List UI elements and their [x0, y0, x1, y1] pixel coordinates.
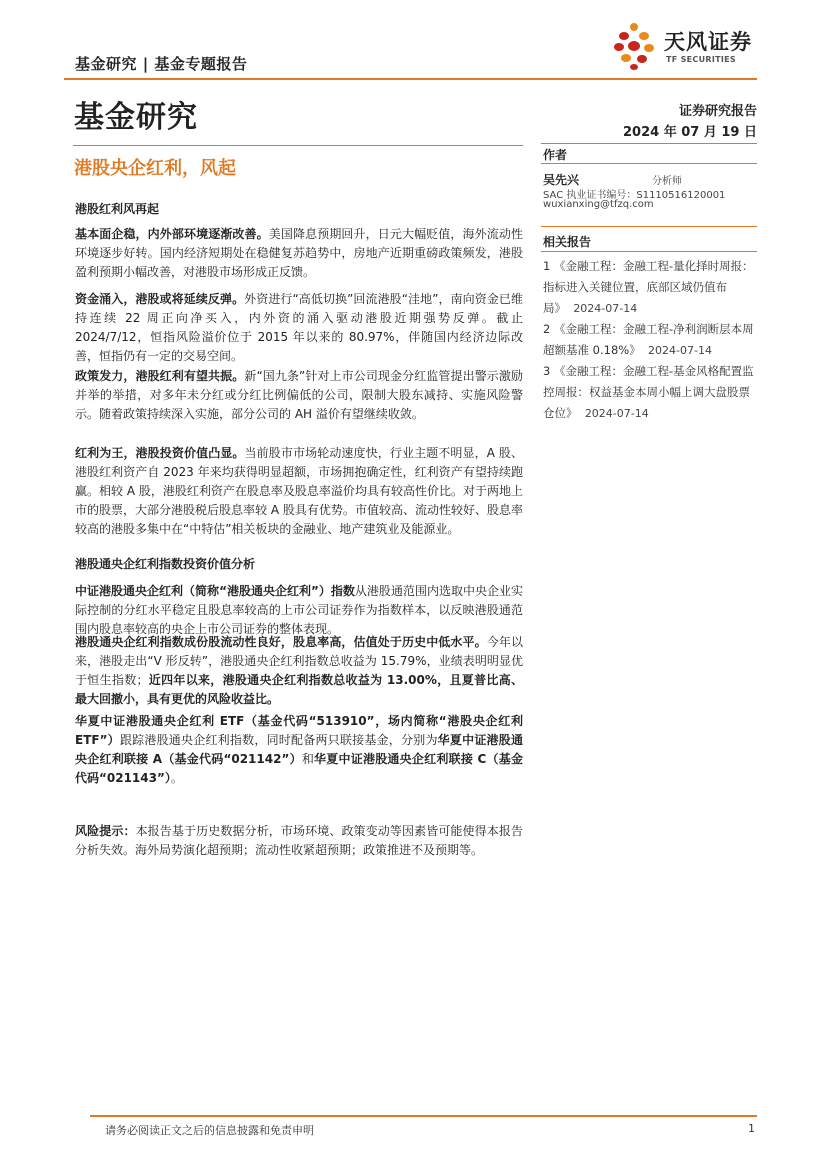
section-heading-1: 港股红利风再起: [75, 202, 160, 216]
logo-text-en: TF SECURITIES: [666, 55, 736, 64]
related-divider-top: [541, 226, 757, 227]
paragraph-lead: 资金涌入，港股或将延续反弹。: [75, 292, 245, 306]
company-logo: [612, 22, 760, 70]
paragraph-text: 从港股通范围内选取中央企业实际控制的分红水平稳定且股息率较高的上市公司证券作为指数样本，以反映港股通范围内股息率较高的央企上市公司证券的整体表现。: [75, 584, 523, 636]
related-report[interactable]: [543, 256, 757, 319]
related-report-date: 2024-07-14: [648, 344, 712, 357]
paragraph-text: 外资进行“高低切换”回流港股“洼地”，南向资金已维持连续 22 周正向净买入，内外资的涌入驱动港股近期强势反弹。截止 2024/7/12，恒指风险溢价位于 2015 年以来的 80.97%，伴随国内经济边际改善，恒指仍有一定的交易空间。: [75, 292, 523, 363]
paragraph-text: 新“国九条”针对上市公司现金分红监管提出警示激励并举的举措，对多年未分红或分红比例偏低的公司，限制大股东减持、实施风险警示。随着政策持续深入实施，部分公司的 AH 溢价有望继续收敛。: [75, 369, 523, 421]
section-heading-2: 港股通央企红利指数投资价值分析: [75, 557, 256, 571]
feeder-fund-a: 华夏中证港股通央企红利联接 A（基金代码“021142”）: [75, 733, 523, 766]
related-report[interactable]: [543, 319, 757, 361]
paragraph-highlight: 近四年以来，港股通央企红利指数总收益为 13.00%，且夏普比高、最大回撤小，具有更优的风险收益比。: [75, 673, 523, 706]
section-title: 基金研究: [74, 100, 198, 135]
paragraph-text: 当前股市市场轮动速度快，行业主题不明显，A 股、港股红利资产自 2023 年来均获得明显超额，市场拥抱确定性，红利资产有望持续跑赢。相较 A 股，港股红利资产在股息率及股息率溢价均具有较高性价比。对于两地上市的股票，大部分港股税后股息率较 A 股具有优势。市值较高、流动性较好、股息率较高的港股多集中在“中特估”相关板块的金融业、地产建筑业及能源业。: [75, 446, 523, 536]
related-report-title: 3 《金融工程：金融工程-基金风格配置监控周报：权益基金本周小幅上调大盘股票仓位》: [543, 364, 754, 420]
related-report-date: 2024-07-14: [573, 302, 638, 315]
author-role: 分析师: [652, 176, 682, 187]
risk-warning-label: 风险提示：: [75, 824, 136, 838]
title-divider: [73, 145, 523, 146]
related-report-date: 2024-07-14: [584, 407, 649, 420]
paragraph-index-performance: [75, 633, 523, 709]
report-type: 证券研究报告: [678, 104, 757, 119]
footer-divider: [90, 1115, 757, 1117]
author-email[interactable]: wuxianxing@tfzq.com: [543, 199, 654, 210]
report-category: 基金研究 | 基金专题报告: [75, 55, 248, 73]
paragraph-lead: 政策发力，港股红利有望共振。: [75, 369, 245, 383]
paragraph-index-intro: [75, 582, 523, 639]
author-certificate: SAC 执业证书编号：S1110516120001: [543, 190, 726, 201]
paragraph-lead: 中证港股通央企红利（简称“港股通央企红利”）指数: [75, 584, 355, 598]
paragraph-policy: [75, 367, 523, 424]
paragraph-text: 美国降息预期回升，日元大幅贬值，海外流动性环境逐步好转。国内经济短期处在稳健复苏趋势中，房地产近期重磅政策频发，港股盈利预期小幅改善，对港股市场形成正反馈。: [75, 227, 523, 279]
footer-disclaimer: 请务必阅读正文之后的信息披露和免责申明: [105, 1124, 314, 1137]
paragraph-lead: 红利为王，港股投资价值凸显。: [75, 446, 245, 460]
header-divider: [64, 78, 757, 80]
related-report-title: 1 《金融工程：金融工程-量化择时周报：指标进入关键位置，底部区域仍值布局》: [543, 259, 754, 315]
risk-warning: [75, 822, 523, 860]
paragraph-etf: 华夏中证港股通央企红利 ETF（基金代码“513910”，场内简称“港股央企红利 ETF”）跟踪港股通央企红利指数，同时配备两只联接基金，分别为华夏中证港股通央企红利联接 A（基金代码“021142”）和华夏中证港股通央企红利联接 C（基金代码“021143”）。: [75, 714, 523, 785]
feeder-fund-c: 华夏中证港股通央企红利联接 C（基金代码“021143”）: [75, 752, 523, 785]
etf-name: 华夏中证港股通央企红利 ETF（基金代码“513910”，场内简称“港股央企红利 ETF”）: [75, 714, 523, 747]
risk-warning-text: 本报告基于历史数据分析，市场环境、政策变动等因素皆可能使得本报告分析失效。海外局势演化超预期；流动性收紧超预期；政策推进不及预期等。: [75, 824, 523, 857]
author-divider: [541, 163, 757, 164]
related-report[interactable]: [543, 361, 757, 424]
related-report-title: 2 《金融工程：金融工程-净利润断层本周超额基准 0.18%》: [543, 322, 754, 357]
author-name: 吴先兴: [543, 173, 580, 187]
paragraph-capital-inflow: [75, 290, 523, 366]
related-heading: 相关报告: [543, 235, 592, 249]
logo-mark-icon: [612, 22, 662, 70]
report-date: 2024 年 07 月 19 日: [623, 125, 757, 140]
page-number: 1: [748, 1122, 755, 1135]
paragraph-lead: 基本面企稳，内外部环境逐渐改善。: [75, 227, 269, 241]
report-title: 港股央企红利，风起: [74, 158, 236, 179]
related-divider: [541, 251, 757, 252]
author-heading: 作者: [543, 148, 568, 162]
paragraph-dividend-value: [75, 444, 523, 539]
logo-text-cn: 天风证券: [664, 30, 752, 54]
sidebar-divider-top: [541, 143, 757, 144]
paragraph-lead: 港股通央企红利指数成份股流动性良好，股息率高，估值处于历史中低水平。: [75, 635, 487, 649]
paragraph-fundamentals: [75, 225, 523, 282]
paragraph-text: 今年以来，港股走出“V 形反转”，港股通央企红利指数总收益为 15.79%，业绩表明明显优于恒生指数；: [75, 635, 523, 687]
